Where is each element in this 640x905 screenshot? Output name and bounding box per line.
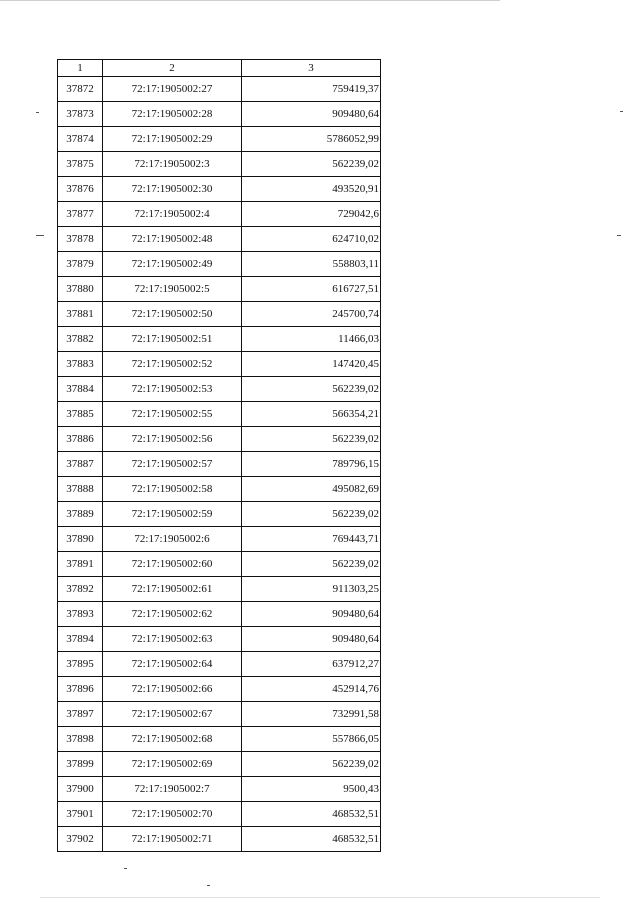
table-row [58, 452, 381, 477]
cadastral-value: 558803,11 [242, 252, 381, 277]
scan-speck [124, 868, 127, 869]
cadastral-value: 911303,25 [242, 577, 381, 602]
cadastral-number: 72:17:1905002:27 [103, 77, 242, 102]
scan-speck [36, 112, 39, 113]
table-row [58, 777, 381, 802]
table-row [58, 827, 381, 852]
table-row [58, 177, 381, 202]
column-header-2: 2 [103, 60, 242, 77]
column-header-1: 1 [58, 60, 103, 77]
cadastral-value: 468532,51 [242, 827, 381, 852]
row-number: 37887 [58, 452, 103, 477]
cadastral-value: 557866,05 [242, 727, 381, 752]
row-number: 37884 [58, 377, 103, 402]
row-number: 37876 [58, 177, 103, 202]
row-number: 37896 [58, 677, 103, 702]
cadastral-number: 72:17:1905002:59 [103, 502, 242, 527]
row-number: 37886 [58, 427, 103, 452]
table-row [58, 677, 381, 702]
table-row [58, 652, 381, 677]
cadastral-number: 72:17:1905002:71 [103, 827, 242, 852]
cadastral-value: 909480,64 [242, 102, 381, 127]
scan-speck [617, 235, 621, 236]
cadastral-value: 9500,43 [242, 777, 381, 802]
row-number: 37883 [58, 352, 103, 377]
table-body [58, 60, 381, 852]
table-row [58, 502, 381, 527]
table-row [58, 352, 381, 377]
row-number: 37881 [58, 302, 103, 327]
row-number: 37895 [58, 652, 103, 677]
row-number: 37873 [58, 102, 103, 127]
row-number: 37892 [58, 577, 103, 602]
cadastral-value: 624710,02 [242, 227, 381, 252]
row-number: 37889 [58, 502, 103, 527]
row-number: 37872 [58, 77, 103, 102]
cadastral-number: 72:17:1905002:55 [103, 402, 242, 427]
row-number: 37894 [58, 627, 103, 652]
cadastral-number: 72:17:1905002:51 [103, 327, 242, 352]
table-row [58, 77, 381, 102]
table-row [58, 102, 381, 127]
cadastral-number: 72:17:1905002:29 [103, 127, 242, 152]
cadastral-number: 72:17:1905002:50 [103, 302, 242, 327]
row-number: 37902 [58, 827, 103, 852]
cadastral-value: 5786052,99 [242, 127, 381, 152]
cadastral-value: 562239,02 [242, 152, 381, 177]
scan-edge-top [0, 0, 500, 1]
table-row [58, 202, 381, 227]
table-row [58, 527, 381, 552]
cadastral-value: 759419,37 [242, 77, 381, 102]
table-row [58, 152, 381, 177]
cadastral-number: 72:17:1905002:48 [103, 227, 242, 252]
cadastral-number: 72:17:1905002:60 [103, 552, 242, 577]
table-row [58, 402, 381, 427]
table-row [58, 627, 381, 652]
table-row [58, 252, 381, 277]
row-number: 37900 [58, 777, 103, 802]
cadastral-value: 452914,76 [242, 677, 381, 702]
cadastral-value: 562239,02 [242, 427, 381, 452]
cadastral-number: 72:17:1905002:57 [103, 452, 242, 477]
cadastral-value: 732991,58 [242, 702, 381, 727]
table-row [58, 577, 381, 602]
cadastral-number: 72:17:1905002:64 [103, 652, 242, 677]
row-number: 37885 [58, 402, 103, 427]
cadastral-value: 909480,64 [242, 627, 381, 652]
table-row [58, 802, 381, 827]
cadastral-number: 72:17:1905002:28 [103, 102, 242, 127]
table-row [58, 427, 381, 452]
cadastral-number: 72:17:1905002:49 [103, 252, 242, 277]
table-row [58, 602, 381, 627]
cadastral-number: 72:17:1905002:66 [103, 677, 242, 702]
row-number: 37888 [58, 477, 103, 502]
cadastral-number: 72:17:1905002:70 [103, 802, 242, 827]
cadastral-number: 72:17:1905002:56 [103, 427, 242, 452]
cadastral-number: 72:17:1905002:53 [103, 377, 242, 402]
table-row [58, 227, 381, 252]
cadastral-value: 909480,64 [242, 602, 381, 627]
cadastral-number: 72:17:1905002:58 [103, 477, 242, 502]
cadastral-number: 72:17:1905002:68 [103, 727, 242, 752]
row-number: 37882 [58, 327, 103, 352]
cadastral-number: 72:17:1905002:63 [103, 627, 242, 652]
table-row [58, 702, 381, 727]
cadastral-number: 72:17:1905002:52 [103, 352, 242, 377]
table-row [58, 727, 381, 752]
column-header-3: 3 [242, 60, 381, 77]
row-number: 37874 [58, 127, 103, 152]
cadastral-number: 72:17:1905002:7 [103, 777, 242, 802]
cadastral-value: 616727,51 [242, 277, 381, 302]
cadastral-value-table [57, 59, 381, 852]
table-row [58, 327, 381, 352]
row-number: 37897 [58, 702, 103, 727]
scan-edge-bottom [40, 897, 600, 898]
table-row [58, 277, 381, 302]
row-number: 37893 [58, 602, 103, 627]
cadastral-value: 493520,91 [242, 177, 381, 202]
row-number: 37901 [58, 802, 103, 827]
row-number: 37891 [58, 552, 103, 577]
cadastral-value: 637912,27 [242, 652, 381, 677]
cadastral-number: 72:17:1905002:5 [103, 277, 242, 302]
cadastral-number: 72:17:1905002:3 [103, 152, 242, 177]
cadastral-value: 769443,71 [242, 527, 381, 552]
scan-speck [36, 235, 44, 236]
scan-speck [207, 885, 210, 886]
row-number: 37898 [58, 727, 103, 752]
cadastral-number: 72:17:1905002:61 [103, 577, 242, 602]
cadastral-number: 72:17:1905002:30 [103, 177, 242, 202]
cadastral-value: 11466,03 [242, 327, 381, 352]
cadastral-value: 562239,02 [242, 377, 381, 402]
row-number: 37890 [58, 527, 103, 552]
cadastral-value: 566354,21 [242, 402, 381, 427]
cadastral-value: 562239,02 [242, 502, 381, 527]
cadastral-number: 72:17:1905002:67 [103, 702, 242, 727]
table-row [58, 752, 381, 777]
row-number: 37875 [58, 152, 103, 177]
row-number: 37877 [58, 202, 103, 227]
row-number: 37899 [58, 752, 103, 777]
scan-speck [620, 111, 623, 112]
table-header-row [58, 60, 381, 77]
table-row [58, 302, 381, 327]
table-row [58, 127, 381, 152]
cadastral-value: 562239,02 [242, 552, 381, 577]
row-number: 37880 [58, 277, 103, 302]
cadastral-value: 468532,51 [242, 802, 381, 827]
table-row [58, 377, 381, 402]
cadastral-number: 72:17:1905002:4 [103, 202, 242, 227]
row-number: 37879 [58, 252, 103, 277]
table-row [58, 477, 381, 502]
cadastral-number: 72:17:1905002:62 [103, 602, 242, 627]
cadastral-number: 72:17:1905002:6 [103, 527, 242, 552]
cadastral-value: 789796,15 [242, 452, 381, 477]
cadastral-value: 495082,69 [242, 477, 381, 502]
cadastral-value: 562239,02 [242, 752, 381, 777]
cadastral-value: 245700,74 [242, 302, 381, 327]
cadastral-value: 729042,6 [242, 202, 381, 227]
row-number: 37878 [58, 227, 103, 252]
cadastral-number: 72:17:1905002:69 [103, 752, 242, 777]
table-row [58, 552, 381, 577]
cadastral-value: 147420,45 [242, 352, 381, 377]
